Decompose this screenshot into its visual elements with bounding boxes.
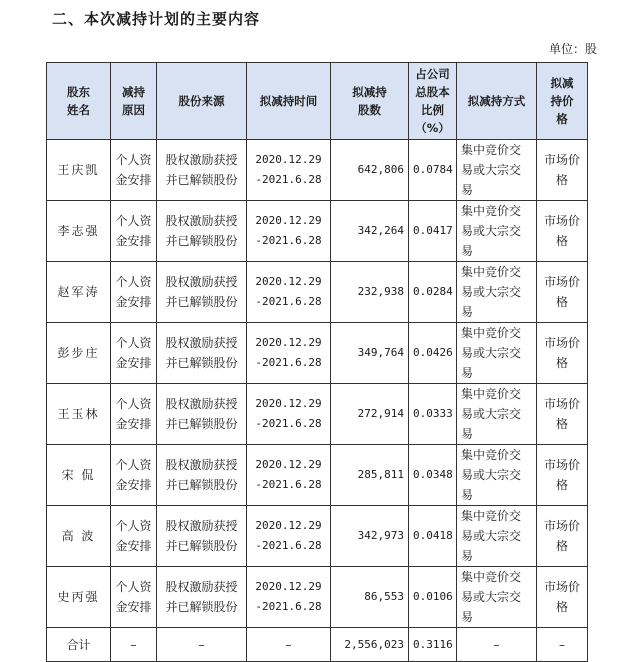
cell-ratio: 0.0426 <box>409 323 457 384</box>
cell-time: 2020.12.29 -2021.6.28 <box>247 201 331 262</box>
cell-total-method: – <box>457 628 537 662</box>
cell-source: 股权激励获授并已解锁股份 <box>157 445 247 506</box>
cell-time: 2020.12.29 -2021.6.28 <box>247 323 331 384</box>
cell-reason: 个人资金安排 <box>111 384 157 445</box>
cell-price: 市场价格 <box>537 384 588 445</box>
table-row <box>47 567 588 628</box>
header-reason: 减持 原因 <box>111 63 157 140</box>
cell-reason: 个人资金安排 <box>111 567 157 628</box>
cell-ratio: 0.0333 <box>409 384 457 445</box>
table-row <box>47 445 588 506</box>
table-row <box>47 201 588 262</box>
table-total-row <box>47 628 588 662</box>
cell-reason: 个人资金安排 <box>111 445 157 506</box>
header-reduction-shares: 拟减持 股数 <box>331 63 409 140</box>
cell-shares: 342,973 <box>331 506 409 567</box>
table-row <box>47 262 588 323</box>
cell-time: 2020.12.29 -2021.6.28 <box>247 140 331 201</box>
cell-shares: 342,264 <box>331 201 409 262</box>
cell-shares: 285,811 <box>331 445 409 506</box>
cell-source: 股权激励获授并已解锁股份 <box>157 262 247 323</box>
cell-time: 2020.12.29 -2021.6.28 <box>247 384 331 445</box>
cell-price: 市场价格 <box>537 445 588 506</box>
table-row <box>47 140 588 201</box>
header-reduction-time: 拟减持时间 <box>247 63 331 140</box>
header-reduction-method: 拟减持方式 <box>457 63 537 140</box>
cell-price: 市场价格 <box>537 323 588 384</box>
cell-total-label: 合计 <box>47 628 111 662</box>
cell-method: 集中竞价交易或大宗交易 <box>457 323 537 384</box>
cell-method: 集中竞价交易或大宗交易 <box>457 506 537 567</box>
cell-shares: 232,938 <box>331 262 409 323</box>
cell-price: 市场价格 <box>537 262 588 323</box>
cell-ratio: 0.0348 <box>409 445 457 506</box>
cell-shares: 642,806 <box>331 140 409 201</box>
cell-name: 宋 侃 <box>47 445 111 506</box>
cell-total-ratio: 0.3116 <box>409 628 457 662</box>
cell-total-time: – <box>247 628 331 662</box>
cell-total-reason: – <box>111 628 157 662</box>
table-header-row <box>47 63 588 140</box>
cell-ratio: 0.0418 <box>409 506 457 567</box>
cell-source: 股权激励获授并已解锁股份 <box>157 506 247 567</box>
cell-name: 史丙强 <box>47 567 111 628</box>
cell-time: 2020.12.29 -2021.6.28 <box>247 567 331 628</box>
cell-reason: 个人资金安排 <box>111 323 157 384</box>
cell-method: 集中竞价交易或大宗交易 <box>457 201 537 262</box>
cell-ratio: 0.0106 <box>409 567 457 628</box>
table-row <box>47 506 588 567</box>
cell-source: 股权激励获授并已解锁股份 <box>157 323 247 384</box>
table-row <box>47 323 588 384</box>
reduction-plan-table <box>46 62 588 662</box>
cell-reason: 个人资金安排 <box>111 262 157 323</box>
cell-method: 集中竞价交易或大宗交易 <box>457 140 537 201</box>
cell-name: 彭步庄 <box>47 323 111 384</box>
cell-name: 高 波 <box>47 506 111 567</box>
cell-shares: 86,553 <box>331 567 409 628</box>
header-shareholder-name: 股东 姓名 <box>47 63 111 140</box>
header-price: 拟减 持价 格 <box>537 63 588 140</box>
cell-reason: 个人资金安排 <box>111 140 157 201</box>
cell-total-shares: 2,556,023 <box>331 628 409 662</box>
cell-reason: 个人资金安排 <box>111 201 157 262</box>
cell-reason: 个人资金安排 <box>111 506 157 567</box>
cell-ratio: 0.0784 <box>409 140 457 201</box>
cell-price: 市场价格 <box>537 201 588 262</box>
cell-method: 集中竞价交易或大宗交易 <box>457 262 537 323</box>
cell-source: 股权激励获授并已解锁股份 <box>157 567 247 628</box>
cell-method: 集中竞价交易或大宗交易 <box>457 445 537 506</box>
cell-source: 股权激励获授并已解锁股份 <box>157 384 247 445</box>
cell-ratio: 0.0284 <box>409 262 457 323</box>
cell-total-price: – <box>537 628 588 662</box>
cell-total-source: – <box>157 628 247 662</box>
cell-time: 2020.12.29 -2021.6.28 <box>247 506 331 567</box>
header-ratio: 占公司 总股本 比例 （%） <box>409 63 457 140</box>
cell-price: 市场价格 <box>537 506 588 567</box>
cell-shares: 349,764 <box>331 323 409 384</box>
cell-shares: 272,914 <box>331 384 409 445</box>
cell-method: 集中竞价交易或大宗交易 <box>457 384 537 445</box>
cell-source: 股权激励获授并已解锁股份 <box>157 201 247 262</box>
cell-name: 赵军涛 <box>47 262 111 323</box>
table-row <box>47 384 588 445</box>
header-share-source: 股份来源 <box>157 63 247 140</box>
unit-label: 单位：股 <box>548 42 597 56</box>
cell-price: 市场价格 <box>537 140 588 201</box>
cell-time: 2020.12.29 -2021.6.28 <box>247 262 331 323</box>
cell-source: 股权激励获授并已解锁股份 <box>157 140 247 201</box>
cell-price: 市场价格 <box>537 567 588 628</box>
cell-method: 集中竞价交易或大宗交易 <box>457 567 537 628</box>
cell-name: 王玉林 <box>47 384 111 445</box>
cell-ratio: 0.0417 <box>409 201 457 262</box>
cell-time: 2020.12.29 -2021.6.28 <box>247 445 331 506</box>
section-title: 二、本次减持计划的主要内容 <box>52 10 261 28</box>
cell-name: 王庆凯 <box>47 140 111 201</box>
cell-name: 李志强 <box>47 201 111 262</box>
